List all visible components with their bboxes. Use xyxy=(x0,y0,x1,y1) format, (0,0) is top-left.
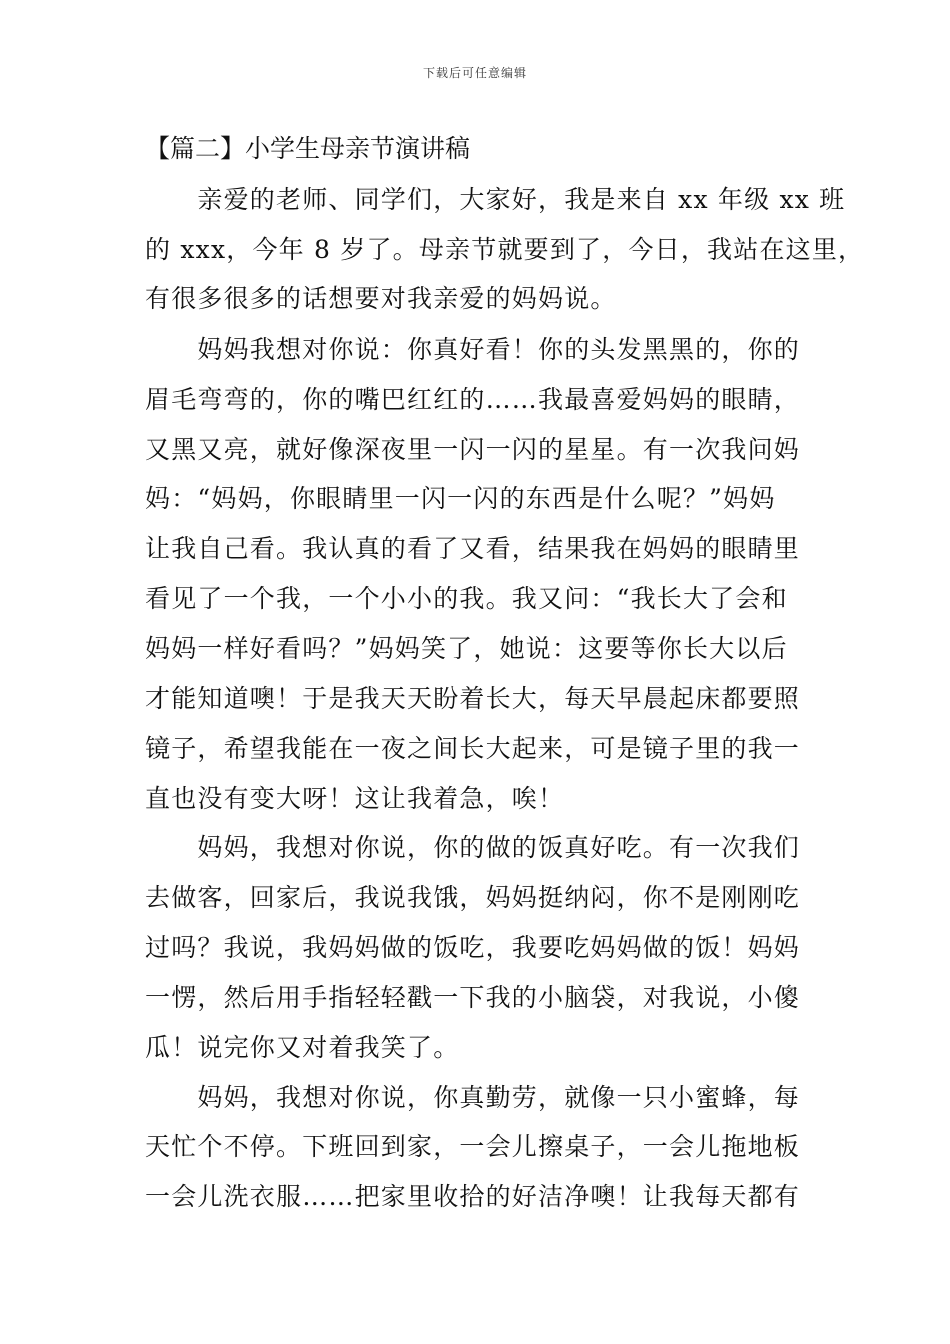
body-line: 一愣，然后用手指轻轻戳一下我的小脑袋，对我说，小傻 xyxy=(145,983,801,1012)
body-line: 亲爱的老师、同学们，大家好，我是来自 xx 年级 xx 班 xyxy=(145,185,846,214)
body-line: 天忙个不停。下班回到家，一会儿擦桌子，一会儿拖地板 xyxy=(145,1132,801,1161)
body-line: 过吗？我说，我妈妈做的饭吃，我要吃妈妈做的饭！妈妈 xyxy=(145,933,801,962)
body-line: 妈：“妈妈，你眼睛里一闪一闪的东西是什么呢？”妈妈 xyxy=(145,484,776,513)
body-line: 一会儿洗衣服……把家里收拾的好洁净噢！让我每天都有 xyxy=(145,1182,801,1211)
body-line: 妈妈我想对你说：你真好看！你的头发黑黑的，你的 xyxy=(145,335,801,364)
body-line: 去做客，回家后，我说我饿，妈妈挺纳闷，你不是刚刚吃 xyxy=(145,883,801,912)
body-line: 妈妈，我想对你说，你的做的饭真好吃。有一次我们 xyxy=(145,833,801,862)
body-line: 直也没有变大呀！这让我着急，唉！ xyxy=(145,784,565,813)
body-line: 看见了一个我，一个小小的我。我又问：“我长大了会和 xyxy=(145,584,788,613)
body-line: 才能知道噢！于是我天天盼着长大，每天早晨起床都要照 xyxy=(145,684,801,713)
body-line: 妈妈，我想对你说，你真勤劳，就像一只小蜜蜂，每 xyxy=(145,1083,801,1112)
body-line: 眉毛弯弯的，你的嘴巴红红的……我最喜爱妈妈的眼睛， xyxy=(145,385,801,414)
page-header-note: 下载后可任意编辑 xyxy=(422,66,527,80)
body-line: 瓜！说完你又对着我笑了。 xyxy=(145,1033,460,1062)
body-line: 妈妈一样好看吗？”妈妈笑了，她说：这要等你长大以后 xyxy=(145,634,788,663)
body-line: 镜子，希望我能在一夜之间长大起来，可是镜子里的我一 xyxy=(145,734,801,763)
body-line: 有很多很多的话想要对我亲爱的妈妈说。 xyxy=(145,284,617,313)
body-line: 让我自己看。我认真的看了又看，结果我在妈妈的眼睛里 xyxy=(145,534,801,563)
document-title: 【篇二】小学生母亲节演讲稿 xyxy=(145,134,471,163)
body-line: 又黑又亮，就好像深夜里一闪一闪的星星。有一次我问妈 xyxy=(145,435,801,464)
body-line: 的 xxx，今年 8 岁了。母亲节就要到了，今日，我站在这里， xyxy=(145,235,865,264)
